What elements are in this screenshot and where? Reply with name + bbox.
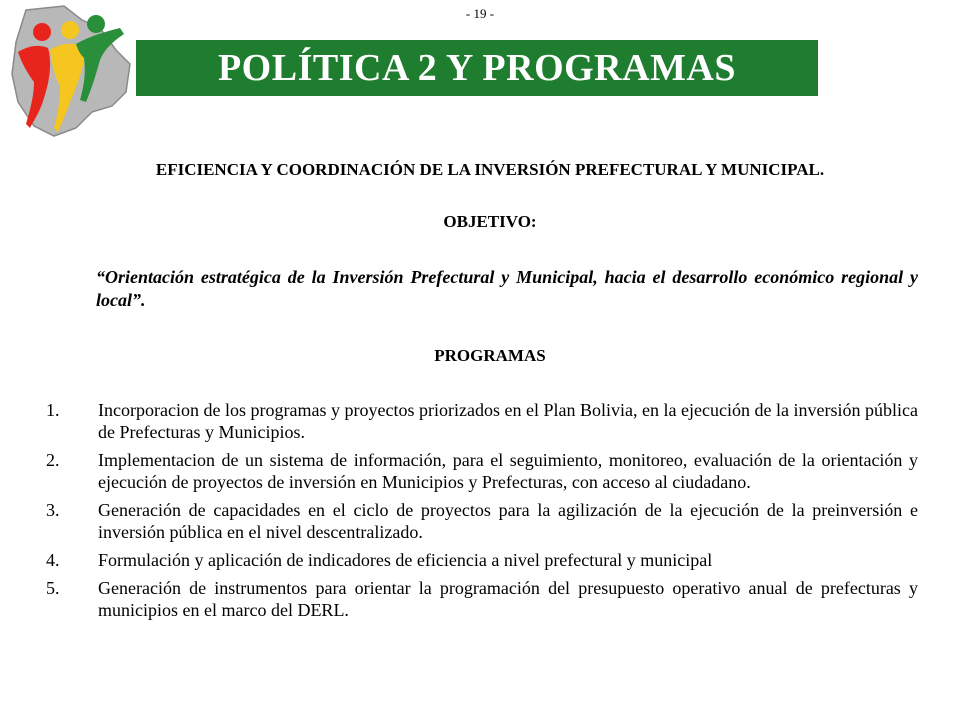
program-number: 5.: [46, 578, 60, 598]
program-text: Formulación y aplicación de indicadores de eficiencia a nivel prefectural y municipal: [98, 550, 713, 570]
section-heading: EFICIENCIA Y COORDINACIÓN DE LA INVERSIÓN PREFECTURAL Y MUNICIPAL.: [155, 160, 825, 179]
program-item: [46, 549, 918, 571]
program-item: [46, 399, 918, 443]
program-text: Generación de instrumentos para orientar la programación del presupuesto operativo anual de prefecturas y municipios en el marco del DERL.: [98, 578, 918, 620]
page-title: POLÍTICA 2 Y PROGRAMAS: [217, 47, 737, 89]
program-number: 1.: [46, 400, 60, 420]
program-text: Implementacion de un sistema de información, para el seguimiento, monitoreo, evaluación de la orientación y ejecución de proyectos de inversión en Municipios y Prefecturas, con acceso al ciudadano.: [98, 450, 918, 492]
objective-label: OBJETIVO:: [443, 212, 537, 231]
program-text: Incorporacion de los programas y proyectos priorizados en el Plan Bolivia, en la ejecución de la inversión pública de Prefecturas y Municipios.: [98, 400, 918, 442]
program-item: [46, 499, 918, 543]
program-text: Generación de capacidades en el ciclo de proyectos para la agilización de la ejecución de la preinversión e inversión pública en el nivel descentralizado.: [98, 500, 918, 542]
bolivia-map-people-logo-icon: [4, 2, 134, 142]
programs-label: PROGRAMAS: [434, 346, 546, 365]
program-number: 3.: [46, 500, 60, 520]
objective-text: “Orientación estratégica de la Inversión Prefectural y Municipal, hacia el desarrollo económico regional y local”.: [96, 267, 918, 310]
page-number: - 19 -: [465, 6, 495, 21]
program-number: 4.: [46, 550, 60, 570]
program-item: [46, 577, 918, 621]
program-list: [46, 399, 918, 627]
title-banner: [136, 40, 818, 96]
program-number: 2.: [46, 450, 60, 470]
program-item: [46, 449, 918, 493]
